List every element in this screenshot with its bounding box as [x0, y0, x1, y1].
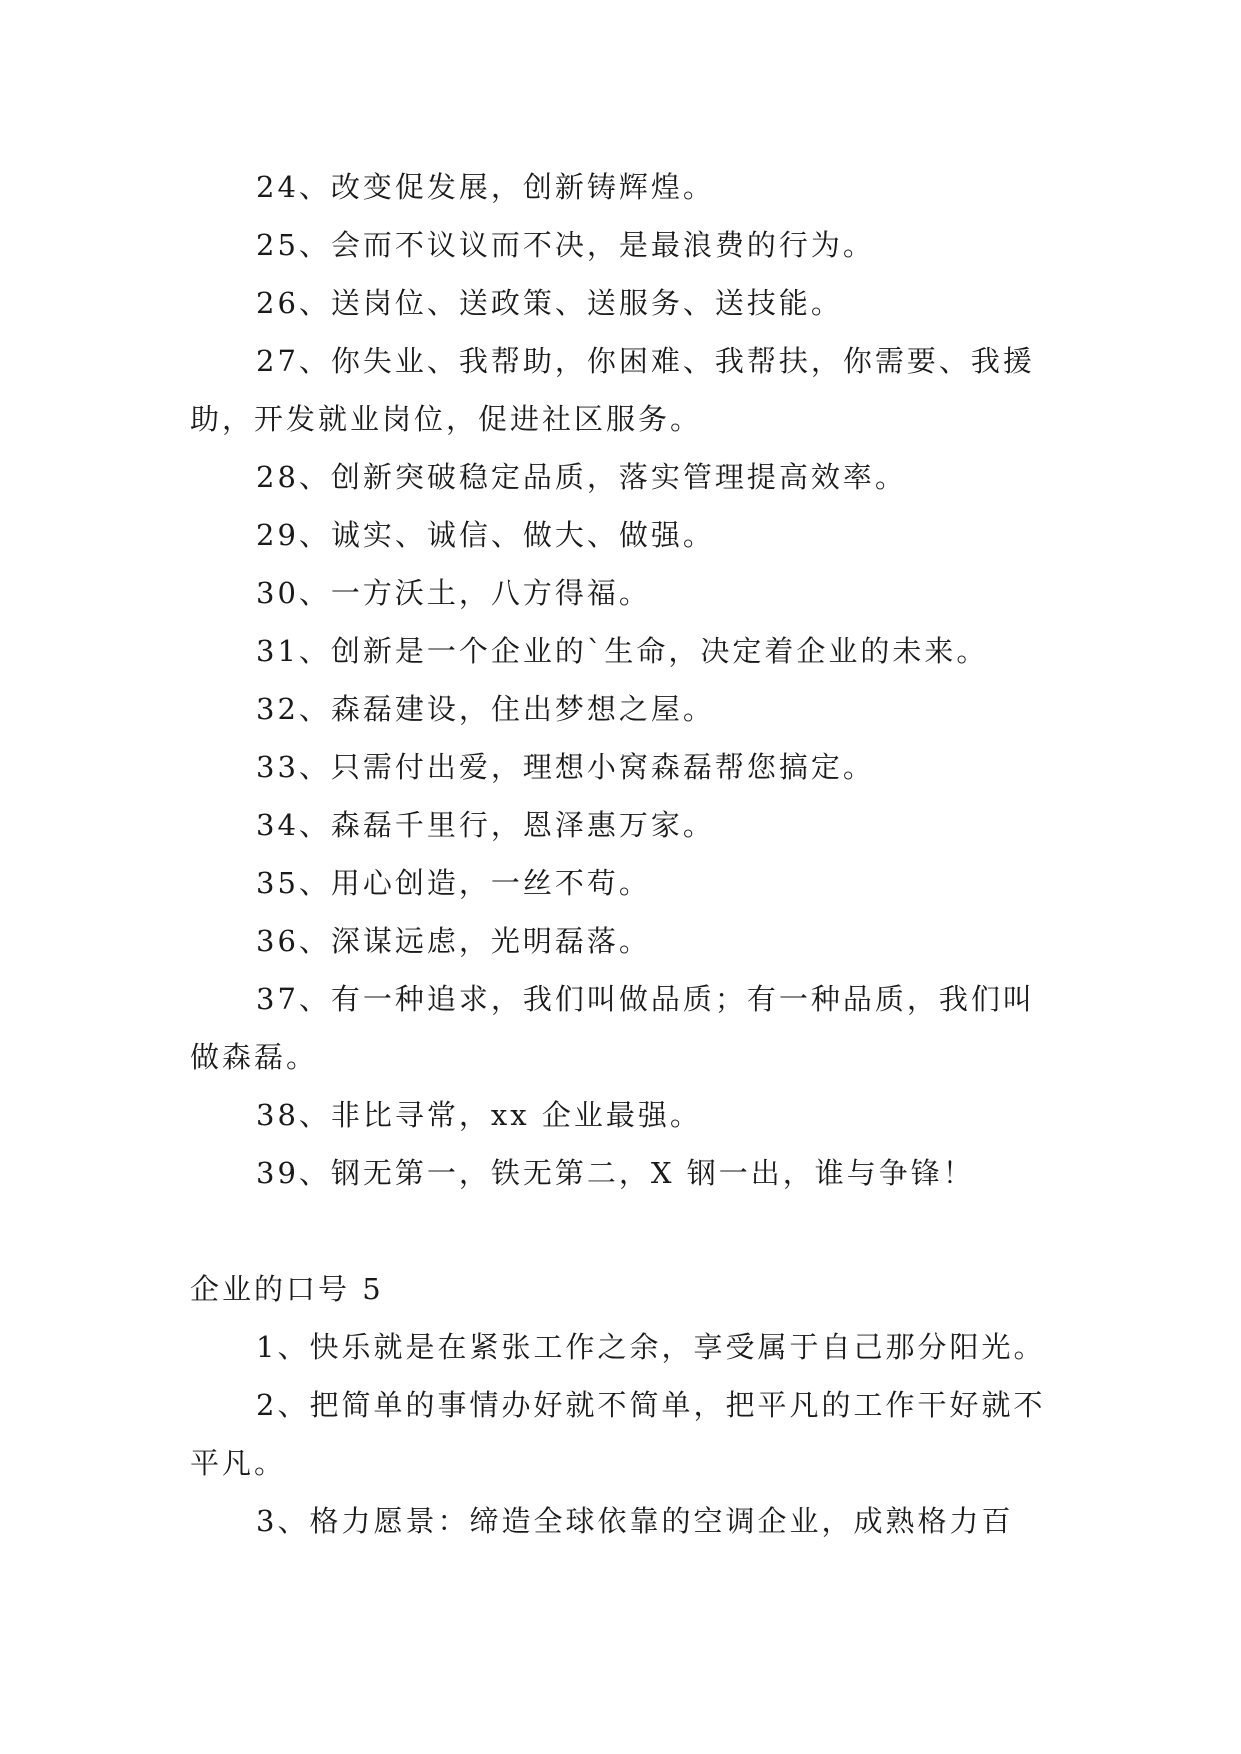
slogan-item-2: 2、把简单的事情办好就不简单，把平凡的工作干好就不平凡。 [190, 1388, 1046, 1480]
slogan-item-38: 38、非比寻常，xx 企业最强。 [256, 1098, 702, 1132]
slogan-item-3: 3、格力愿景：缔造全球依靠的空调企业，成熟格力百 [256, 1504, 1014, 1538]
slogan-item-32: 32、森磊建设，住出梦想之屋。 [256, 692, 715, 726]
slogan-item-33: 33、只需付出爱，理想小窝森磊帮您搞定。 [256, 750, 875, 784]
slogan-item-29: 29、诚实、诚信、做大、做强。 [256, 518, 715, 552]
slogan-item-1: 1、快乐就是在紧张工作之余，享受属于自己那分阳光。 [256, 1330, 1046, 1364]
slogan-item-35: 35、用心创造，一丝不苟。 [256, 866, 651, 900]
slogan-item-31: 31、创新是一个企业的`生命，决定着企业的未来。 [256, 634, 989, 668]
slogan-item-28: 28、创新突破稳定品质，落实管理提高效率。 [256, 460, 907, 494]
slogan-item-25: 25、会而不议议而不决，是最浪费的行为。 [256, 228, 875, 262]
slogan-item-36: 36、深谋远虑，光明磊落。 [256, 924, 651, 958]
slogan-item-34: 34、森磊千里行，恩泽惠万家。 [256, 808, 715, 842]
document-body [190, 158, 1060, 1550]
slogan-item-30: 30、一方沃土，八方得福。 [256, 576, 651, 610]
slogan-item-24: 24、改变促发展，创新铸辉煌。 [256, 170, 715, 204]
section-heading: 企业的口号 5 [190, 1272, 384, 1306]
slogan-item-37: 37、有一种追求，我们叫做品质；有一种品质，我们叫做森磊。 [190, 982, 1035, 1074]
slogan-item-39: 39、钢无第一，铁无第二，X 钢一出，谁与争锋！ [256, 1156, 975, 1190]
slogan-item-26: 26、送岗位、送政策、送服务、送技能。 [256, 286, 843, 320]
slogan-item-27: 27、你失业、我帮助，你困难、我帮扶，你需要、我援助，开发就业岗位，促进社区服务。 [190, 344, 1035, 436]
